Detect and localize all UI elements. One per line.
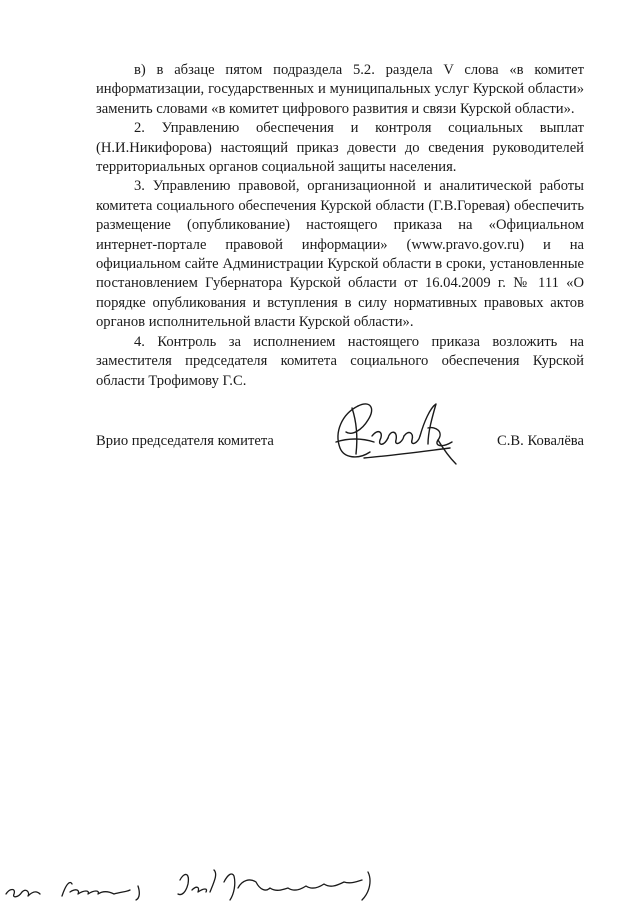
handwritten-signature	[328, 398, 468, 470]
paragraph-item-3: 3. Управлению правовой, организационной и аналитической работы комитета социального обеспечения Курской области (Г.В.Горевая) обеспечить размещение (опубликование) настоящего приказа на «Официальном интернет-портале правовой информации» (www.pravo.gov.ru) и на официальном сайте Администрации Курской области в сроки, установленные постановлением Губернатора Курской области от 16.04.2009 г. № 111 «О порядке опубликования и вступления в силу нормативных правовых актов органов исполнительной власти Курской области».	[96, 178, 584, 331]
margin-handwritten-notes	[0, 862, 400, 902]
signer-name: С.В. Ковалёва	[497, 433, 584, 449]
paragraph-item-4: 4. Контроль за исполнением настоящего приказа возложить на заместителя председателя комитета социального обеспечения Курской области Трофимову Г.С.	[96, 333, 584, 389]
paragraph-item-v: в) в абзаце пятом подраздела 5.2. раздела V слова «в комитет информатизации, государственных и муниципальных услуг Курской области» заменить словами «в комитет цифрового развития и связи Курской области».	[96, 62, 584, 117]
paragraph-item-2: 2. Управлению обеспечения и контроля социальных выплат (Н.И.Никифорова) настоящий приказ довести до сведения руководителей территориальных органов социальной защиты населения.	[96, 120, 584, 176]
document-body	[96, 61, 584, 391]
signer-role: Врио председателя комитета	[96, 433, 274, 449]
